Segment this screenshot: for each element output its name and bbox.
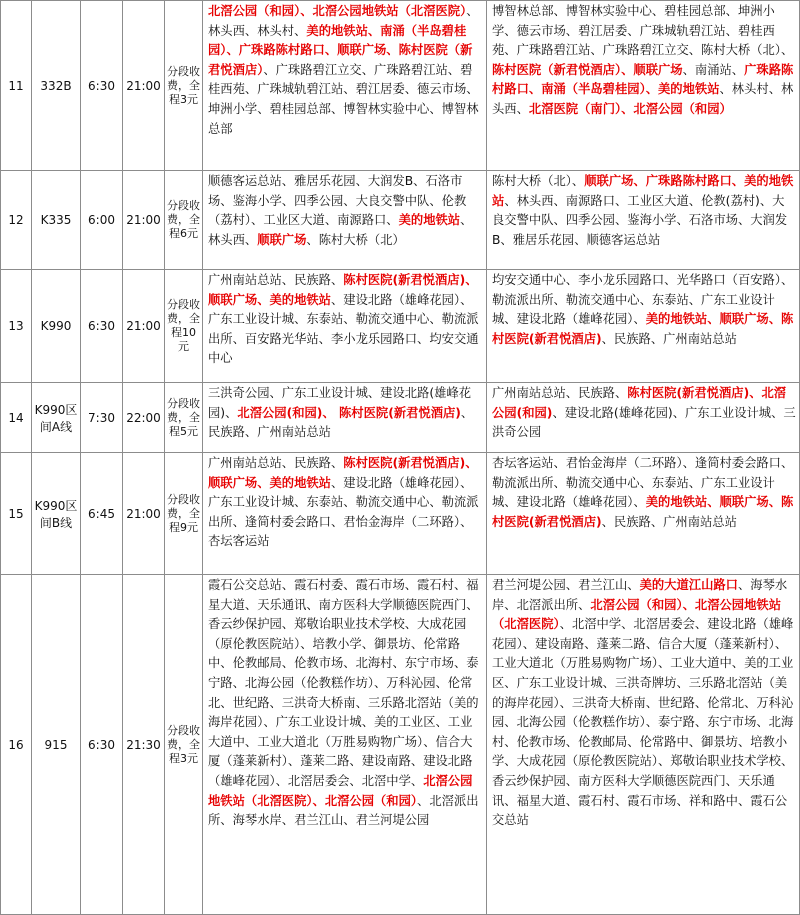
stops-inbound [487, 575, 800, 915]
stop-text: 君兰河堤公园、君兰江山、 [492, 578, 640, 592]
stops-inbound [487, 453, 800, 575]
stop-text: 博智林总部、博智林实验中心、碧桂园总部、坤洲小学、德云市场、碧江居委、广珠城轨碧江站、碧桂西苑、广珠路碧江站、广珠路碧江立交、陈村大桥（北）、 [492, 4, 794, 58]
stops-outbound [203, 453, 487, 575]
route-number: 11 [1, 1, 32, 171]
last-bus-time: 21:00 [123, 171, 165, 270]
last-bus-time: 21:00 [123, 1, 165, 171]
highlighted-stop-text: 广珠路陈村路口、南涌（半岛碧桂园）、美的地铁站 [492, 62, 794, 97]
highlighted-stop-text: 北滘医院（南门）、北滘公园（和园） [528, 101, 732, 116]
stop-text: 、林头西、南源路口、工业区大道、伦教(荔村)、大良交警中队、四季公园、鉴海小学、石洛市场、大润发B、雅居乐花园、顺德客运总站 [492, 193, 788, 247]
stop-text: 、林头村、林头西、 [492, 82, 794, 116]
highlighted-stop-text: 美的地铁站、南涌（半岛碧桂园）、广珠路陈村路口、顺联广场、陈村医院（新君悦酒店） [208, 23, 473, 77]
first-bus-time: 6:30 [81, 270, 123, 383]
highlighted-stop-text: 美的地铁站 [398, 213, 461, 228]
last-bus-time: 22:00 [123, 383, 165, 453]
last-bus-time: 21:00 [123, 453, 165, 575]
stops-inbound [487, 270, 800, 383]
stop-text: 、建设北路（雄峰花园）、广东工业设计城、东泰站、勒流交通中心、勒流派出所、逢简村委会路口、君怡金海岸（二环路）、杏坛客运站 [208, 475, 479, 549]
highlighted-stop-text: 北滘公园（和园）、北滘公园地铁站（北滘医院） [208, 4, 467, 18]
route-number: 12 [1, 171, 32, 270]
first-bus-time: 6:45 [81, 453, 123, 575]
highlighted-stop-text: 陈村医院(新君悦酒店)、顺联广场、美的地铁站 [208, 456, 478, 490]
stops-outbound [203, 1, 487, 171]
table-row [1, 1, 800, 171]
highlighted-stop-text: 美的地铁站、顺联广场、陈村医院(新君悦酒店) [492, 312, 794, 346]
line-name: K990区间A线 [32, 383, 81, 453]
highlighted-stop-text: 北滘公园地铁站（北滘医院）、北滘公园（和园） [208, 773, 473, 808]
stop-text: 三洪奇公园、广东工业设计城、建设北路(雄峰花园)、 [208, 386, 472, 420]
last-bus-time: 21:00 [123, 270, 165, 383]
stop-text: 、林头西、 [208, 213, 473, 247]
fare-info: 分段收费，全程10元 [165, 270, 203, 383]
first-bus-time: 6:30 [81, 1, 123, 171]
route-number: 16 [1, 575, 32, 915]
stop-text: 、建设北路（雄峰花园）、广东工业设计城、东泰站、勒流交通中心、勒流派出所、百安路光华站、李小龙乐园路口、均安交通中心 [208, 292, 479, 366]
stop-text: 陈村大桥（北）、 [492, 174, 585, 188]
first-bus-time: 6:00 [81, 171, 123, 270]
first-bus-time: 7:30 [81, 383, 123, 453]
fare-info: 分段收费，全程5元 [165, 383, 203, 453]
stops-outbound [203, 575, 487, 915]
highlighted-stop-text: 陈村医院（新君悦酒店）、顺联广场 [492, 62, 683, 77]
stop-text: 霞石公交总站、霞石村委、霞石市场、霞石村、福星大道、天乐通讯、南方医科大学顺德医院西门、香云纱保护园、郑敬诒职业技术学校、大成花园（原伦教医院站）、培教小学、御景坊、伦常路中、伦教邮局、伦教市场、北海村、东宁市场、泰宁路、北海公园（伦教糕作坊）、万科沁园、伦常北、世纪路、三洪奇大桥南、三乐路北滘站（美的海岸花园）、广东工业设计城、美的工业区、工业大道中、工业大道北（万胜易购物广场）、信合大厦（蓬莱新村）、蓬莱二路、建设南路、建设北路（雄峰花园）、北滘居委会、北滘中学、 [208, 578, 479, 788]
stops-outbound [203, 171, 487, 270]
stops-inbound [487, 171, 800, 270]
stop-text: 、南涌站、 [682, 62, 745, 77]
line-name: K990 [32, 270, 81, 383]
stop-text: 广州南站总站、民族路、 [492, 386, 628, 400]
highlighted-stop-text: 顺联广场 [257, 232, 307, 247]
stop-text: 、民族路、广州南站总站 [601, 514, 737, 529]
fare-info: 分段收费，全程3元 [165, 1, 203, 171]
highlighted-stop-text: 陈村医院(新君悦酒店)、北滘公园(和园) [492, 386, 787, 420]
highlighted-stop-text: 陈村医院(新君悦酒店)、顺联广场、美的地铁站 [208, 273, 478, 307]
stop-text: 、建设北路(雄峰花园)、广东工业设计城、三洪奇公园 [492, 405, 796, 440]
fare-info: 分段收费，全程3元 [165, 575, 203, 915]
route-number: 13 [1, 270, 32, 383]
highlighted-stop-text: 北滘公园（和园）、北滘公园地铁站（北滘医院） [492, 597, 781, 632]
stop-text: 、北滘中学、北滘居委会、建设北路（雄峰花园）、建设南路、蓬莱二路、信合大厦（蓬莱新村）、工业大道北（万胜易购物广场）、工业大道中、美的工业区、广东工业设计城、三洪奇牌坊、三乐路北滘站（美的海岸花园）、三洪奇大桥南、世纪路、伦常北、万科沁园、北海公园（伦教糕作坊）、泰宁路、东宁市场、北海村、伦教市场、伦教邮局、伦常路中、御景坊、培教小学、大成花园（原伦教医院站）、郑敬诒职业技术学校、香云纱保护园、南方医科大学顺德医院西门、天乐通讯、福星大道、霞石村、霞石市场、祥和路中、霞石公交总站 [492, 617, 794, 828]
table-row [1, 575, 800, 915]
line-name: K335 [32, 171, 81, 270]
highlighted-stop-text: 顺联广场、广珠路陈村路口、美的地铁站 [492, 174, 794, 208]
stop-text: 、民族路、广州南站总站 [208, 405, 474, 440]
route-rows [1, 1, 800, 915]
line-name: 915 [32, 575, 81, 915]
last-bus-time: 21:30 [123, 575, 165, 915]
stops-outbound [203, 270, 487, 383]
stop-text: 广州南站总站、民族路、 [208, 456, 344, 470]
stop-text: 、广珠路碧江立交、广珠路碧江站、碧桂西苑、广珠城轨碧江站、碧江居委、德云市场、坤洲小学、碧桂园总部、博智林实验中心、博智林总部 [208, 62, 479, 136]
line-name: K990区间B线 [32, 453, 81, 575]
stop-text: 杏坛客运站、君怡金海岸（二环路）、逢简村委会路口、勒流派出所、勒流交通中心、东泰站、广东工业设计城、建设北路（雄峰花园）、 [492, 456, 794, 510]
table-row [1, 171, 800, 270]
stop-text: 、林头西、林头村、 [208, 4, 479, 38]
fare-info: 分段收费，全程6元 [165, 171, 203, 270]
table-row [1, 383, 800, 453]
stops-inbound [487, 1, 800, 171]
stop-text: 均安交通中心、李小龙乐园路口、光华路口（百安路）、勒流派出所、勒流交通中心、东泰站、广东工业设计城、建设北路（雄峰花园）、 [492, 273, 794, 327]
table-row [1, 453, 800, 575]
stops-inbound [487, 383, 800, 453]
stop-text: 、海琴水岸、北滘派出所、 [492, 578, 788, 612]
route-number: 14 [1, 383, 32, 453]
highlighted-stop-text: 北滘公园(和园)、 陈村医院(新君悦酒店) [237, 405, 461, 420]
first-bus-time: 6:30 [81, 575, 123, 915]
route-number: 15 [1, 453, 32, 575]
stop-text: 顺德客运总站、雅居乐花园、大润发B、石洛市场、鉴海小学、四季公园、大良交警中队、伦教（荔村）、工业区大道、南源路口、 [208, 174, 467, 228]
stop-text: 、北滘派出所、海琴水岸、君兰江山、君兰河堤公园 [208, 793, 479, 828]
stops-outbound [203, 383, 487, 453]
fare-info: 分段收费，全程9元 [165, 453, 203, 575]
stop-text: 、民族路、广州南站总站 [601, 331, 737, 346]
line-name: 332B [32, 1, 81, 171]
highlighted-stop-text: 美的大道江山路口 [639, 578, 738, 592]
stop-text: 广州南站总站、民族路、 [208, 273, 344, 287]
table-row [1, 270, 800, 383]
stop-text: 、陈村大桥（北） [306, 232, 405, 247]
highlighted-stop-text: 美的地铁站、顺联广场、陈村医院(新君悦酒店) [492, 495, 794, 529]
